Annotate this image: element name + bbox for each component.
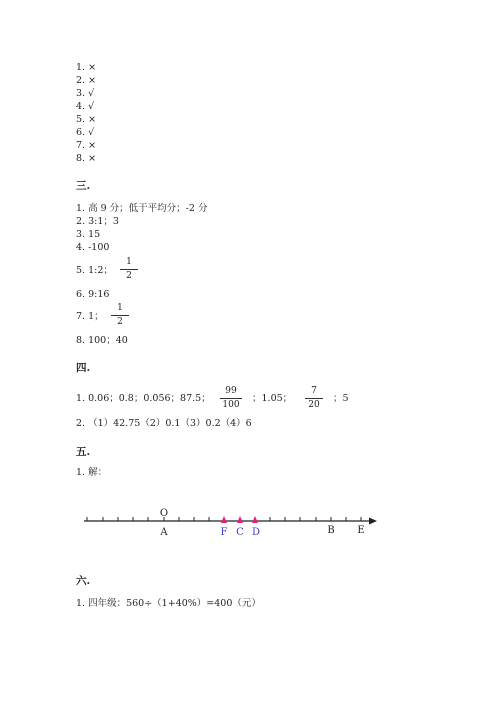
label-c: C xyxy=(236,527,244,538)
point-marker-f xyxy=(221,516,227,523)
number-line-arrowhead xyxy=(369,518,377,525)
answer-4-1-part2: ；1.05； xyxy=(252,393,293,404)
label-e: E xyxy=(357,525,365,536)
fraction-denominator: 20 xyxy=(308,400,320,410)
section-4-heading: 四. xyxy=(76,362,91,374)
answer-2-8: 8. × xyxy=(76,153,97,164)
answer-4-1-part1: 1. 0.06；0.8；0.056；87.5； xyxy=(76,393,211,404)
label-f: F xyxy=(220,527,228,538)
answer-2-7: 7. × xyxy=(76,140,97,151)
point-marker-c xyxy=(237,516,243,523)
answer-2-6: 6. √ xyxy=(76,127,95,138)
label-d: D xyxy=(251,527,261,538)
fraction-numerator: 1 xyxy=(117,303,123,313)
fraction-numerator: 1 xyxy=(126,257,132,267)
section-6-heading: 六. xyxy=(76,575,91,587)
fraction-denominator: 2 xyxy=(126,271,132,281)
answer-2-5: 5. × xyxy=(76,114,97,125)
answer-3-6: 6. 9:16 xyxy=(76,289,110,300)
answer-4-1-part3: ；5 xyxy=(333,393,349,404)
fraction-denominator: 100 xyxy=(222,400,240,410)
label-o: O xyxy=(159,508,169,519)
answer-2-4: 4. √ xyxy=(76,101,95,112)
answer-2-2: 2. × xyxy=(76,75,97,86)
fraction-numerator: 7 xyxy=(311,386,317,396)
section-3-heading: 三. xyxy=(76,180,91,192)
answer-2-1: 1. × xyxy=(76,62,97,73)
answer-3-5: 5. 1:2； xyxy=(76,265,113,276)
answer-6-1: 1. 四年级：560÷（1+40%）=400（元） xyxy=(76,598,261,609)
answer-3-8: 8. 100；40 xyxy=(76,335,128,346)
label-a: A xyxy=(160,527,168,538)
answer-3-3: 3. 15 xyxy=(76,229,101,240)
label-b: B xyxy=(327,525,335,536)
answer-3-1: 1. 高 9 分；低于平均分；-2 分 xyxy=(76,203,208,214)
fraction-denominator: 2 xyxy=(117,317,123,327)
answer-4-2: 2. （1）42.75（2）0.1（3）0.2（4）6 xyxy=(76,418,252,429)
fraction-numerator: 99 xyxy=(225,386,237,396)
answer-5-1: 1. 解： xyxy=(76,467,108,478)
answer-2-3: 3. √ xyxy=(76,88,95,99)
answer-3-2: 2. 3:1；3 xyxy=(76,216,119,227)
point-marker-d xyxy=(252,516,258,523)
answer-3-4: 4. -100 xyxy=(76,242,110,253)
section-5-heading: 五. xyxy=(76,446,91,458)
answer-3-7: 7. 1； xyxy=(76,311,104,322)
